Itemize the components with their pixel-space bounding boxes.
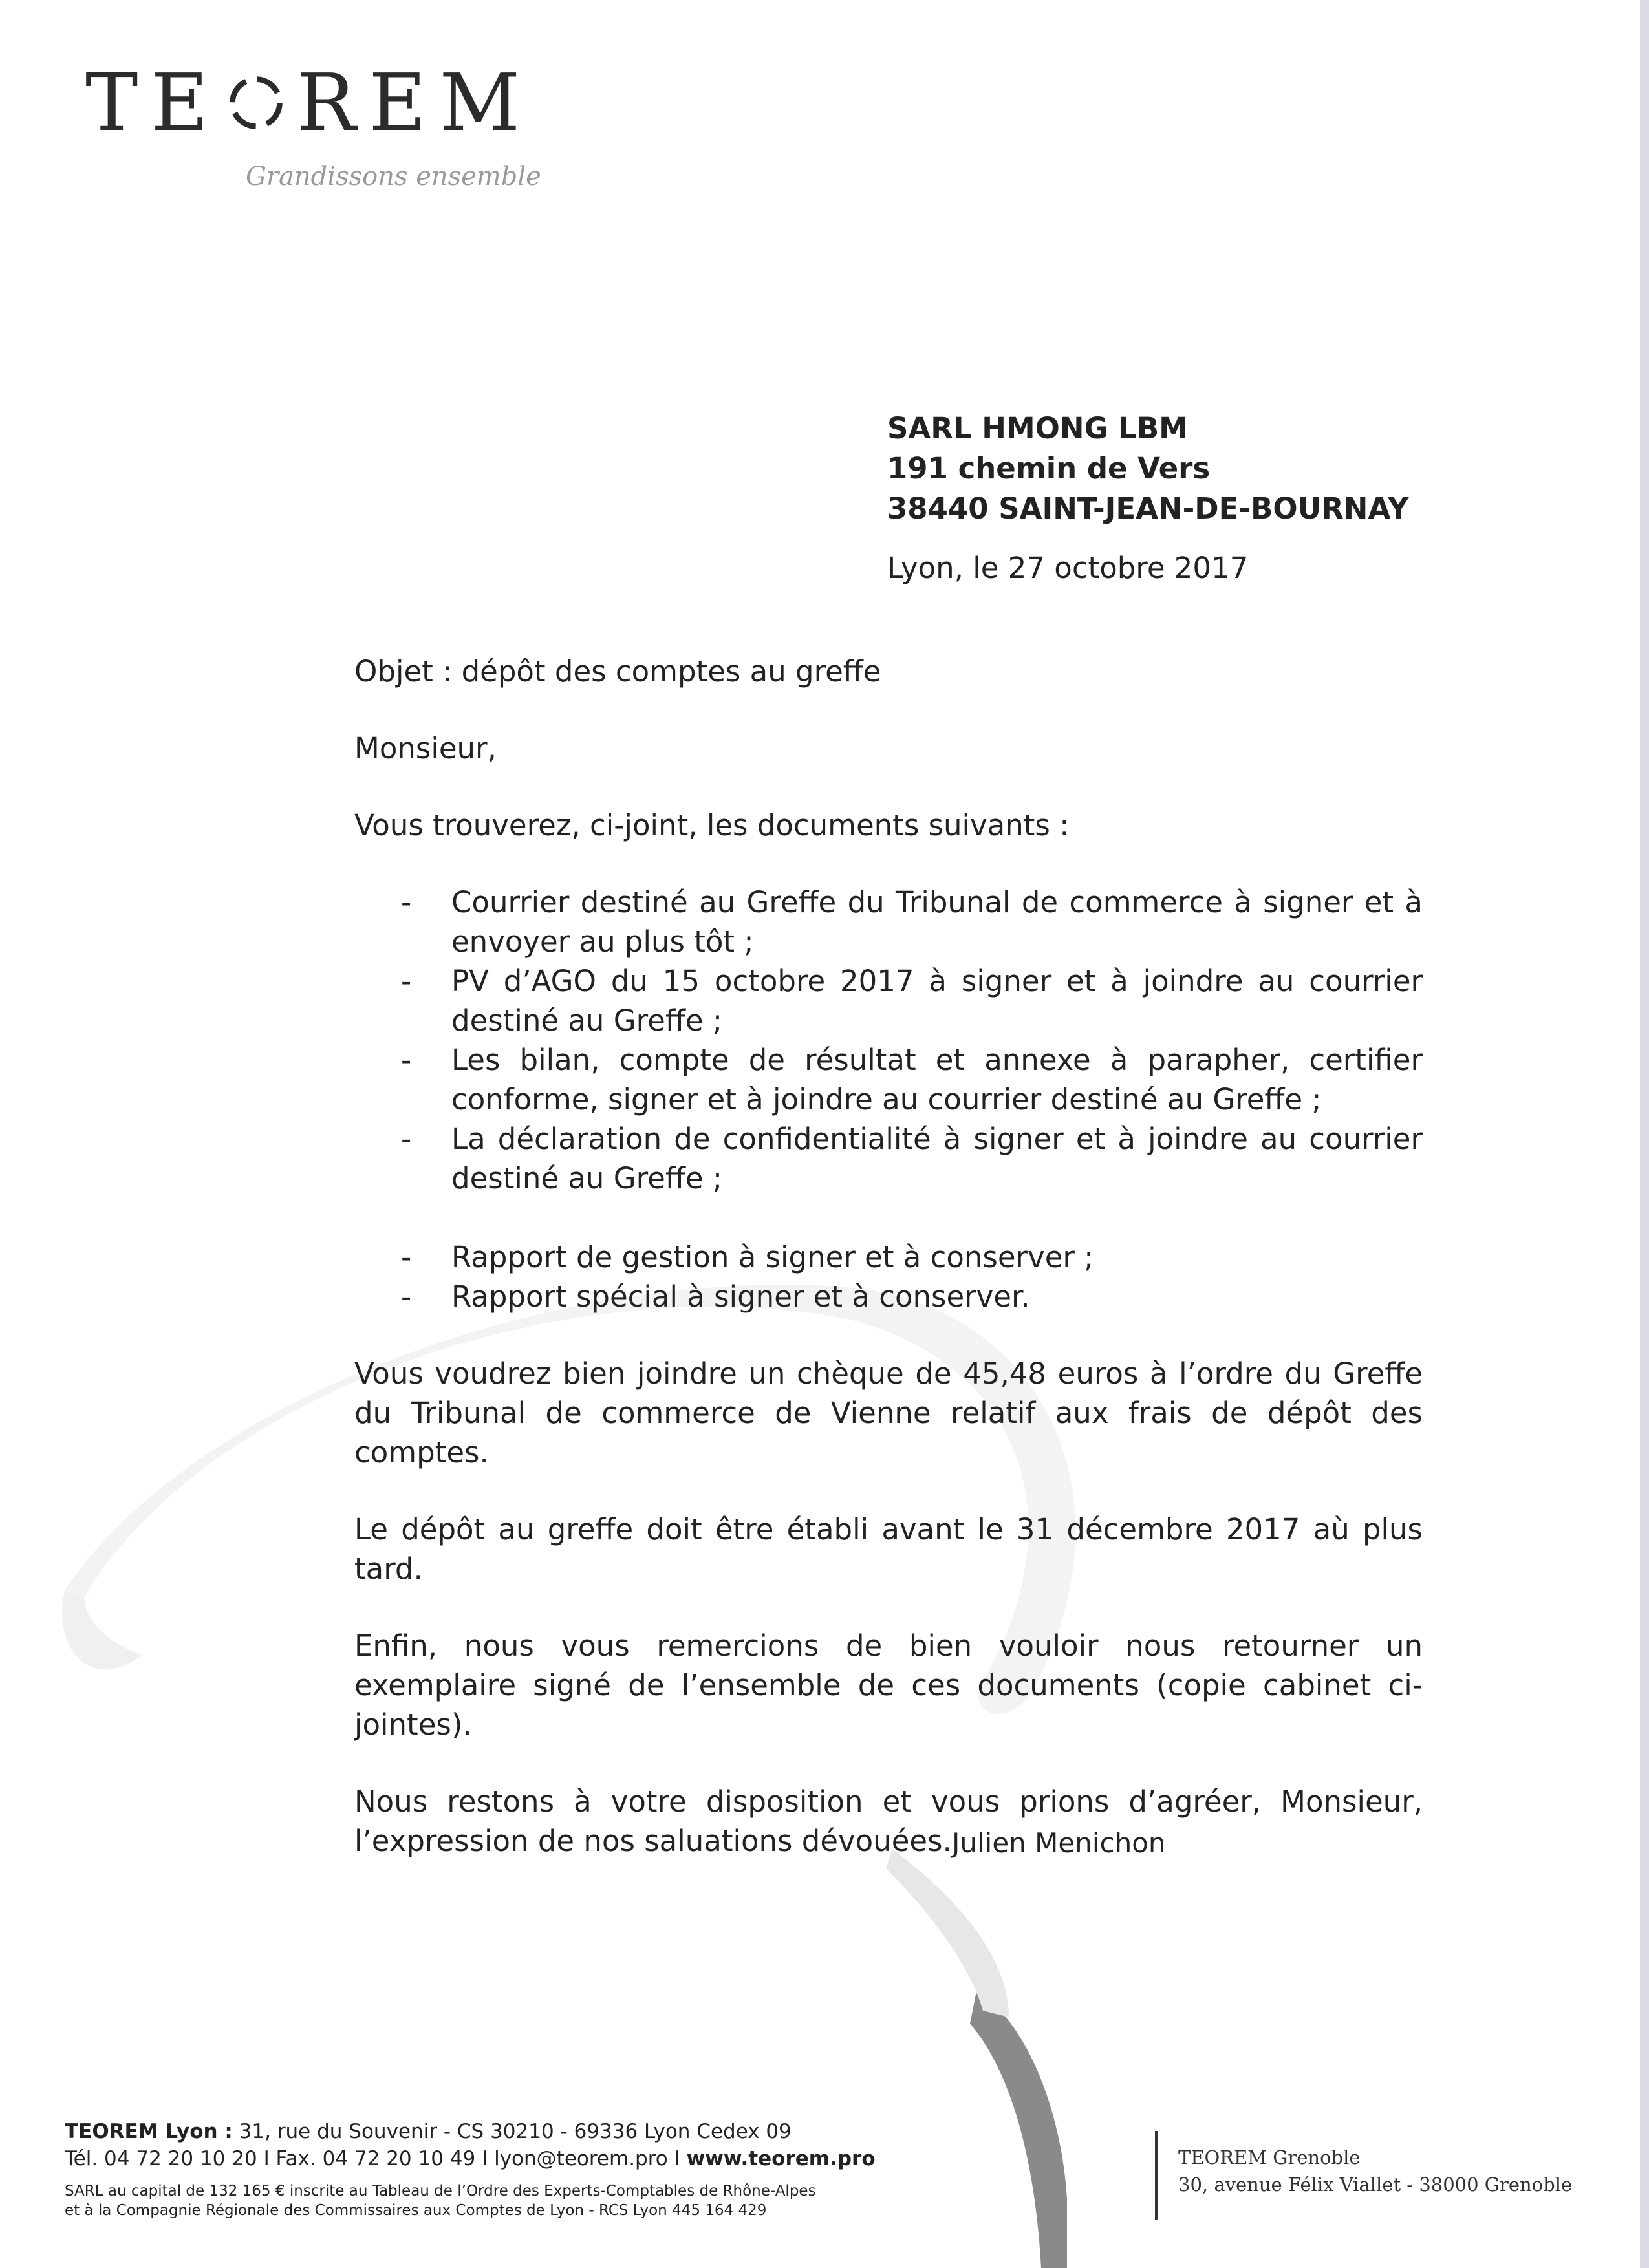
footer-grenoble	[1178, 2144, 1572, 2198]
letter-date: Lyon, le 27 octobre 2017	[887, 551, 1249, 585]
subject-line: Objet : dépôt des comptes au greffe	[354, 654, 881, 689]
footer-contact: Tél. 04 72 20 10 20 I Fax. 04 72 20 10 49 I lyon@teorem.pro I	[65, 2147, 687, 2170]
list-item: - PV d’AGO du 15 octobre 2017 à signer et à joindre au courrier destiné au Greffe ;	[354, 961, 1423, 1040]
cheque-paragraph: Vous voudrez bien joindre un chèque de 45,48 euros à l’ordre du Greffe du Tribunal de commerce de Vienne relatif aux frais de dépôt des comptes.	[354, 1356, 1423, 1470]
document-list	[354, 883, 1423, 1316]
footer-lyon	[65, 2118, 876, 2220]
list-item: - Courrier destiné au Greffe du Tribunal de commerce à signer et à envoyer au plus tôt ;	[354, 883, 1423, 961]
recipient-name: SARL HMONG LBM	[887, 411, 1188, 445]
footer-grenoble-name: TEOREM Grenoble	[1178, 2146, 1361, 2168]
logo-ring-icon	[225, 72, 287, 134]
footer-legal-line2: et à la Compagnie Régionale des Commissaires aux Comptes de Lyon - RCS Lyon 445 164 429	[65, 2202, 767, 2219]
footer-legal-line1: SARL au capital de 132 165 € inscrite au Tableau de l’Ordre des Experts-Comptables de Rhône-Alpes	[65, 2183, 816, 2199]
signer-name: Julien Menichon	[952, 1827, 1166, 1859]
list-item: - Les bilan, compte de résultat et annexe à parapher, certifier conforme, signer et à joindre au courrier destiné au Greffe ;	[354, 1040, 1423, 1119]
return-paragraph: Enfin, nous vous remercions de bien vouloir nous retourner un exemplaire signé de l’ensemble de ces documents (copie cabinet ci-jointes).	[354, 1629, 1423, 1742]
salutation: Monsieur,	[354, 731, 497, 765]
recipient-street: 191 chemin de Vers	[887, 451, 1211, 486]
footer-grenoble-address: 30, avenue Félix Viallet - 38000 Grenoble	[1178, 2174, 1573, 2196]
footer-lyon-name: TEOREM Lyon :	[65, 2120, 233, 2143]
list-item: - La déclaration de confidentialité à signer et à joindre au courrier destiné au Greffe ;	[354, 1119, 1423, 1198]
list-item: - Rapport spécial à signer et à conserver.	[354, 1277, 1423, 1316]
company-logo	[85, 57, 541, 191]
footer-lyon-address: 31, rue du Souvenir - CS 30210 - 69336 Lyon Cedex 09	[232, 2120, 792, 2143]
logo-text-end: REM	[296, 57, 534, 149]
list-item: - Rapport de gestion à signer et à conserver ;	[354, 1237, 1423, 1277]
closing-paragraph: Nous restons à votre disposition et vous prions d’agréer, Monsieur, l’expression de nos saluations dévouées.	[354, 1784, 1423, 1858]
footer-website-link[interactable]: www.teorem.pro	[686, 2147, 876, 2170]
logo-tagline: Grandissons ensemble	[246, 162, 541, 191]
logo-text-start: TE	[85, 57, 222, 149]
footer-divider	[1155, 2131, 1158, 2220]
deadline-paragraph: Le dépôt au greffe doit être établi avant le 31 décembre 2017 aù plus tard.	[354, 1512, 1423, 1586]
letter-body	[354, 652, 1423, 1861]
intro-paragraph: Vous trouverez, ci-joint, les documents suivants :	[354, 808, 1070, 842]
recipient-address	[887, 409, 1409, 529]
recipient-city: 38440 SAINT-JEAN-DE-BOURNAY	[887, 491, 1409, 526]
